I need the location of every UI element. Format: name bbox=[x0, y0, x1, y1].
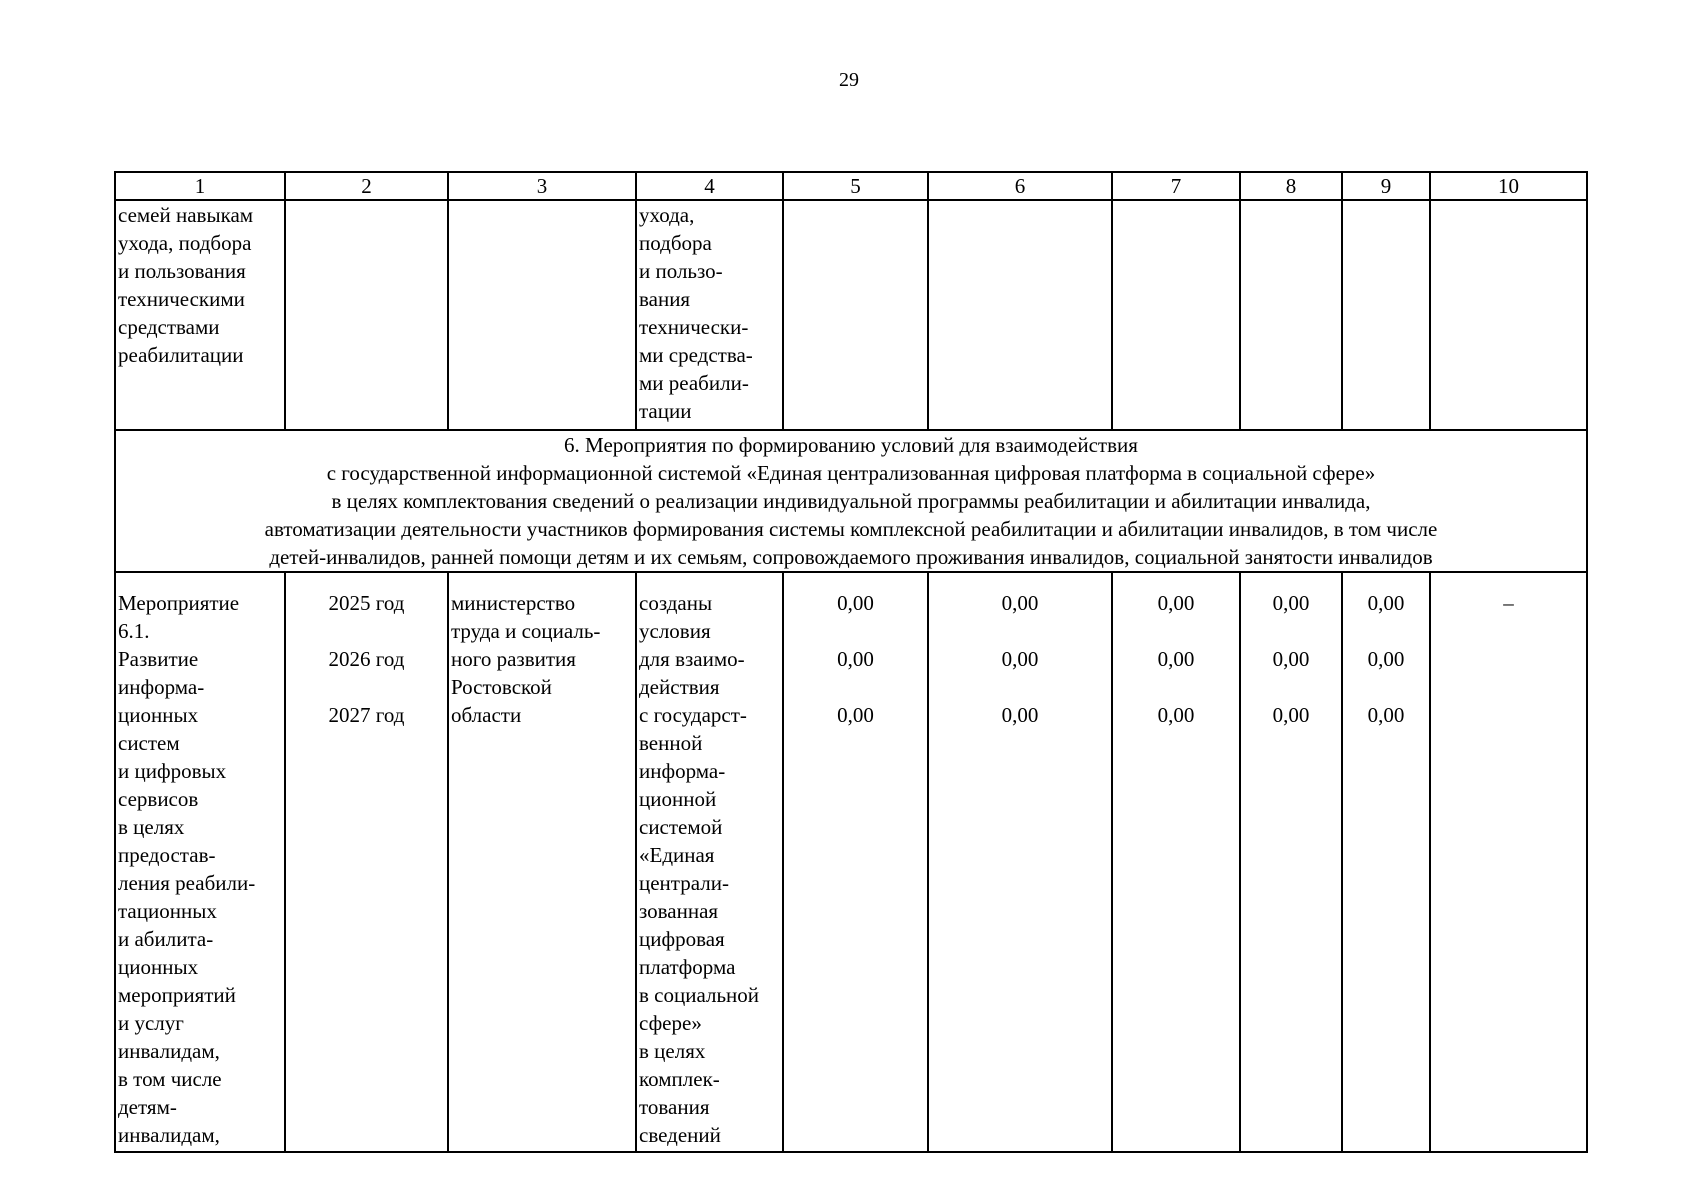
column-header: 8 bbox=[1240, 172, 1342, 200]
cell-years: 2025 год 2026 год 2027 год bbox=[285, 572, 448, 1152]
column-header: 7 bbox=[1112, 172, 1240, 200]
cell-value-col9: 0,00 0,00 0,00 bbox=[1342, 572, 1430, 1152]
cell-empty bbox=[1112, 200, 1240, 430]
cell-value-col5: 0,00 0,00 0,00 bbox=[783, 572, 928, 1152]
table-row-continuation bbox=[115, 200, 1587, 430]
cell-executor: министерство труда и социаль- ного развития Ростовской области bbox=[448, 572, 636, 1152]
cell-empty bbox=[1430, 200, 1587, 430]
section-heading-row bbox=[115, 430, 1587, 572]
cell-empty bbox=[1240, 200, 1342, 430]
column-header: 5 bbox=[783, 172, 928, 200]
cell-empty bbox=[783, 200, 928, 430]
column-header: 10 bbox=[1430, 172, 1587, 200]
column-header: 3 bbox=[448, 172, 636, 200]
cell-empty bbox=[928, 200, 1112, 430]
column-header: 2 bbox=[285, 172, 448, 200]
column-header: 1 bbox=[115, 172, 285, 200]
column-header: 6 bbox=[928, 172, 1112, 200]
cell-empty bbox=[1342, 200, 1430, 430]
activities-table bbox=[114, 171, 1588, 1153]
cell-measure-name: семей навыкам ухода, подбора и пользования техническими средствами реабилитации bbox=[115, 200, 285, 430]
cell-empty bbox=[448, 200, 636, 430]
table-row-measure-6-1 bbox=[115, 572, 1587, 1152]
column-header: 4 bbox=[636, 172, 783, 200]
page-number: 29 bbox=[839, 69, 859, 91]
section-title: 6. Мероприятия по формированию условий для взаимодействия с государственной информационной системой «Единая централизованная цифровая платформа в социальной сфере» в целях комплектования сведений о реализации индивидуальной программы реабилитации и абилитации инвалида, автоматизации деятельности участников формирования системы комплексной реабилитации и абилитации инвалидов, в том числе детей-инвалидов, ранней помощи детям и их семьям, сопровождаемого проживания инвалидов, социальной занятости инвалидов bbox=[115, 430, 1587, 572]
cell-measure-name: Мероприятие 6.1. Развитие информа- ционных систем и цифровых сервисов в целях предостав- ления реабили- тационных и абилита- ционных мероприятий и услуг инвалидам, в том числе детям- инвалидам, bbox=[115, 572, 285, 1152]
cell-result: созданы условия для взаимо- действия с государст- венной информа- ционной системой «Единая централи- зованная цифровая платформа в социальной сфере» в целях комплек- тования сведений bbox=[636, 572, 783, 1152]
cell-result: ухода, подбора и пользо- вания технически- ми средства- ми реабили- тации bbox=[636, 200, 783, 430]
column-header: 9 bbox=[1342, 172, 1430, 200]
cell-empty bbox=[285, 200, 448, 430]
cell-value-col6: 0,00 0,00 0,00 bbox=[928, 572, 1112, 1152]
cell-value-col7: 0,00 0,00 0,00 bbox=[1112, 572, 1240, 1152]
cell-value-col8: 0,00 0,00 0,00 bbox=[1240, 572, 1342, 1152]
cell-value-col10: – bbox=[1430, 572, 1587, 1152]
column-number-row bbox=[115, 172, 1587, 200]
